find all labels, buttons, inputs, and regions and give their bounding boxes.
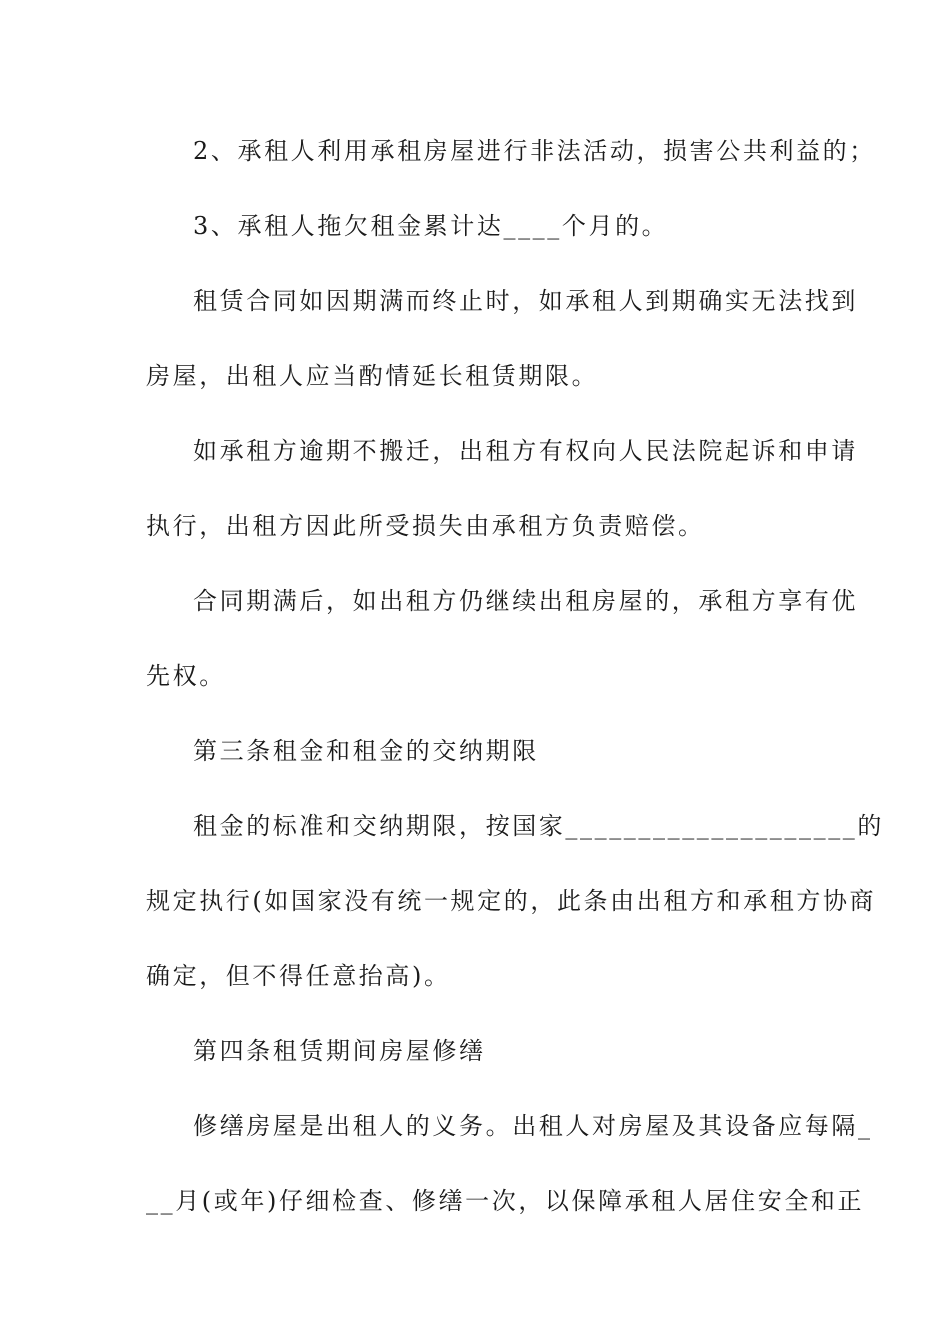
section-heading-article-3: 第三条租金和租金的交纳期限: [193, 737, 539, 765]
paragraph-line-6: 执行，出租方因此所受损失由承租方负责赔偿。: [146, 512, 705, 540]
paragraph-line-4: 房屋，出租人应当酌情延长租赁期限。: [146, 362, 599, 390]
clause-line-1: 2、承租人利用承租房屋进行非法活动，损害公共利益的；: [193, 137, 876, 165]
paragraph-line-5: 如承租方逾期不搬迁，出租方有权向人民法院起诉和申请: [193, 437, 858, 465]
clause-line-2: 3、承租人拖欠租金累计达____个月的。: [193, 212, 669, 240]
paragraph-line-10: 租金的标准和交纳期限，按国家____________________的: [193, 812, 884, 840]
paragraph-line-14: 修缮房屋是出租人的义务。出租人对房屋及其设备应每隔_: [193, 1112, 873, 1140]
section-heading-article-4: 第四条租赁期间房屋修缮: [193, 1037, 486, 1065]
paragraph-line-11: 规定执行(如国家没有统一规定的，此条由出租方和承租方协商: [146, 887, 877, 915]
paragraph-line-7: 合同期满后，如出租方仍继续出租房屋的，承租方享有优: [193, 587, 858, 615]
paragraph-line-3: 租赁合同如因期满而终止时，如承租人到期确实无法找到: [193, 287, 858, 315]
paragraph-line-12: 确定，但不得任意抬高)。: [146, 962, 451, 990]
paragraph-line-15: __月(或年)仔细检查、修缮一次，以保障承租人居住安全和正: [146, 1187, 865, 1215]
paragraph-line-8: 先权。: [146, 662, 226, 690]
